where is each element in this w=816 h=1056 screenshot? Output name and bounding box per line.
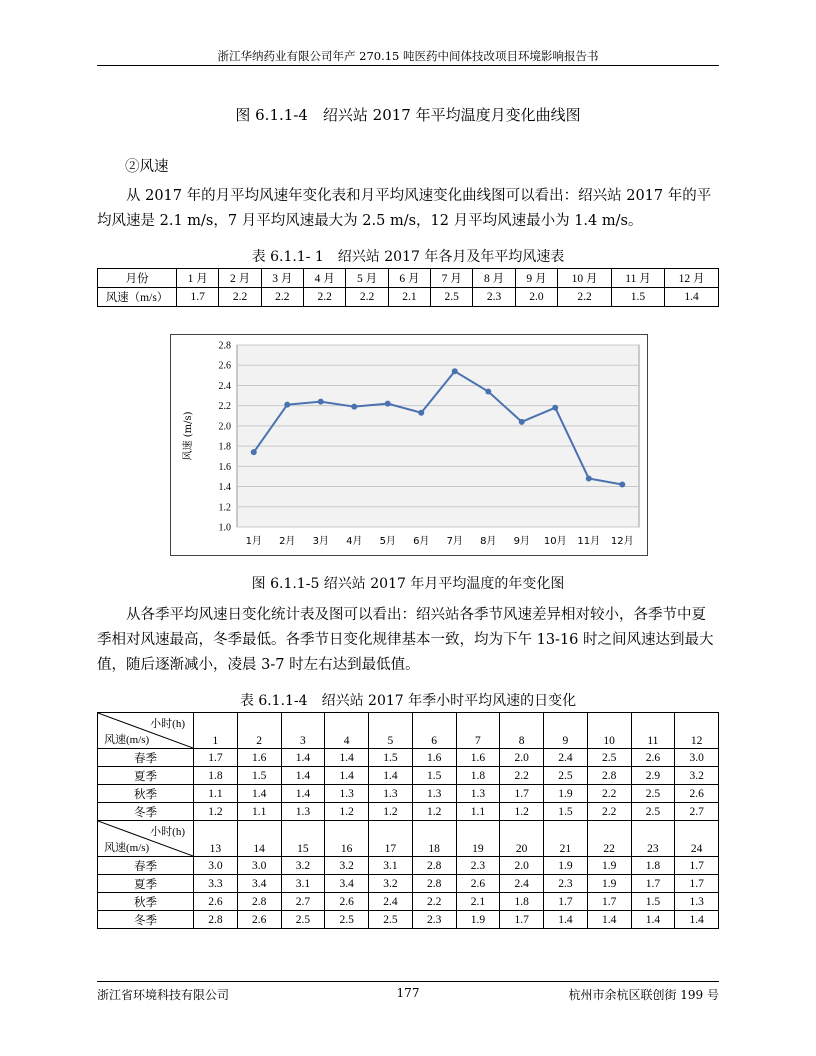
value-cell: 1.3	[369, 785, 413, 803]
seasonal-hourly-wind-table	[97, 712, 719, 929]
month-cell: 2 月	[219, 269, 261, 288]
data-point	[485, 389, 491, 395]
hour-cell: 8	[500, 713, 544, 749]
value-cell: 3.2	[325, 857, 369, 875]
season-cell: 冬季	[98, 803, 194, 821]
value-cell: 1.3	[675, 893, 719, 911]
value-cell: 2.3	[456, 857, 500, 875]
value-cell: 3.1	[369, 857, 413, 875]
table2-caption: 表 6.1.1-4 绍兴站 2017 年季小时平均风速的日变化	[239, 693, 577, 709]
data-point	[586, 475, 592, 481]
value-cell: 2.2	[261, 288, 303, 307]
table-row	[98, 911, 719, 929]
x-tick-label: 9月	[513, 536, 530, 547]
value-cell: 2.8	[412, 857, 456, 875]
value-cell: 3.4	[237, 875, 281, 893]
figure-caption-wind: 图 6.1.1-5 绍兴站 2017 年月平均温度的年变化图	[251, 576, 565, 592]
value-cell: 2.4	[500, 875, 544, 893]
value-cell: 1.5	[237, 767, 281, 785]
value-cell: 2.6	[631, 749, 675, 767]
value-cell: 1.9	[544, 857, 588, 875]
value-cell: 2.6	[456, 875, 500, 893]
hour-cell: 19	[456, 821, 500, 857]
x-tick-label: 3月	[312, 536, 329, 547]
value-cell: 1.4	[237, 785, 281, 803]
value-cell: 2.0	[500, 857, 544, 875]
value-cell: 1.4	[631, 911, 675, 929]
value-cell: 2.2	[587, 785, 631, 803]
hour-cell: 21	[544, 821, 588, 857]
corner-label-speed: 风速(m/s)	[104, 842, 150, 854]
value-cell: 2.6	[325, 893, 369, 911]
value-cell: 1.7	[500, 911, 544, 929]
value-cell: 1.7	[675, 875, 719, 893]
value-cell: 2.8	[587, 767, 631, 785]
table-row	[98, 857, 719, 875]
value-cell: 1.2	[325, 803, 369, 821]
value-cell: 2.5	[369, 911, 413, 929]
table-row-header: 风速（m/s）	[98, 288, 177, 307]
table-row	[98, 803, 719, 821]
page-number: 177	[396, 986, 420, 1000]
value-cell: 1.9	[544, 785, 588, 803]
hour-cell: 24	[675, 821, 719, 857]
value-cell: 2.8	[412, 875, 456, 893]
value-cell: 1.4	[281, 785, 325, 803]
y-tick-label: 2.6	[218, 360, 231, 372]
hour-cell: 13	[194, 821, 238, 857]
month-cell: 8 月	[473, 269, 515, 288]
value-cell: 1.7	[500, 785, 544, 803]
value-cell: 2.2	[219, 288, 261, 307]
value-cell: 1.5	[544, 803, 588, 821]
chart-canvas	[171, 335, 647, 555]
y-tick-label: 1.8	[218, 441, 231, 453]
value-cell: 3.0	[237, 857, 281, 875]
x-tick-label: 11月	[577, 536, 601, 547]
hour-cell: 23	[631, 821, 675, 857]
figure-caption-temperature: 图 6.1.1-4 绍兴站 2017 年平均温度月变化曲线图	[235, 106, 581, 124]
hour-cell: 22	[587, 821, 631, 857]
month-cell: 12 月	[665, 269, 719, 288]
hour-cell: 9	[544, 713, 588, 749]
season-cell: 秋季	[98, 785, 194, 803]
season-cell: 秋季	[98, 893, 194, 911]
wind-speed-chart	[170, 334, 648, 556]
month-cell: 11 月	[611, 269, 664, 288]
hour-cell: 18	[412, 821, 456, 857]
value-cell: 2.1	[456, 893, 500, 911]
value-cell: 3.2	[675, 767, 719, 785]
hour-cell: 16	[325, 821, 369, 857]
table-row	[98, 749, 719, 767]
value-cell: 2.6	[675, 785, 719, 803]
value-cell: 1.3	[325, 785, 369, 803]
value-cell: 2.5	[281, 911, 325, 929]
value-cell: 1.5	[369, 749, 413, 767]
x-tick-label: 2月	[279, 536, 296, 547]
header-divider	[97, 65, 719, 66]
y-tick-label: 2.4	[218, 380, 231, 392]
value-cell: 1.7	[194, 749, 238, 767]
season-cell: 春季	[98, 857, 194, 875]
value-cell: 2.2	[587, 803, 631, 821]
paragraph-annual-wind: 从 2017 年的月平均风速年变化表和月平均风速变化曲线图可以看出：绍兴站 2017 年的平均风速是 2.1 m/s，7 月平均风速最大为 2.5 m/s，12 月平均风速最小为 1.4 m/s。	[97, 188, 712, 229]
table1-caption: 表 6.1.1- 1 绍兴站 2017 年各月及年平均风速表	[251, 249, 565, 265]
value-cell: 1.5	[611, 288, 664, 307]
value-cell: 1.9	[587, 857, 631, 875]
value-cell: 1.3	[412, 785, 456, 803]
x-tick-label: 7月	[446, 536, 463, 547]
data-point	[385, 401, 391, 407]
value-cell: 1.3	[456, 785, 500, 803]
table-row	[98, 785, 719, 803]
y-tick-label: 1.2	[218, 502, 231, 514]
hour-cell: 12	[675, 713, 719, 749]
value-cell: 1.4	[665, 288, 719, 307]
value-cell: 1.6	[456, 749, 500, 767]
hour-cell: 4	[325, 713, 369, 749]
month-cell: 6 月	[388, 269, 430, 288]
data-point	[318, 399, 324, 405]
data-point	[619, 482, 625, 488]
footer-divider	[97, 981, 719, 982]
value-cell: 3.2	[369, 875, 413, 893]
value-cell: 1.8	[500, 893, 544, 911]
hour-cell: 1	[194, 713, 238, 749]
value-cell: 1.2	[194, 803, 238, 821]
hour-cell: 6	[412, 713, 456, 749]
value-cell: 1.4	[325, 749, 369, 767]
hour-cell: 3	[281, 713, 325, 749]
hour-cell: 2	[237, 713, 281, 749]
y-axis-label: 风速 (m/s)	[183, 411, 194, 461]
data-point	[552, 405, 558, 411]
hour-cell: 14	[237, 821, 281, 857]
page-header: 浙江华纳药业有限公司年产 270.15 吨医药中间体技改项目环境影响报告书	[217, 49, 599, 63]
hour-cell: 20	[500, 821, 544, 857]
value-cell: 2.7	[281, 893, 325, 911]
value-cell: 2.0	[500, 749, 544, 767]
table-row	[98, 821, 719, 857]
table-corner-header	[98, 821, 194, 857]
value-cell: 2.5	[631, 785, 675, 803]
value-cell: 2.7	[675, 803, 719, 821]
value-cell: 1.1	[194, 785, 238, 803]
hour-cell: 7	[456, 713, 500, 749]
value-cell: 2.6	[194, 893, 238, 911]
hour-cell: 17	[369, 821, 413, 857]
value-cell: 2.2	[500, 767, 544, 785]
value-cell: 1.8	[456, 767, 500, 785]
data-point	[284, 402, 290, 408]
value-cell: 1.9	[587, 875, 631, 893]
x-tick-label: 10月	[543, 536, 567, 547]
x-tick-label: 12月	[610, 536, 634, 547]
value-cell: 2.4	[544, 749, 588, 767]
value-cell: 1.8	[631, 857, 675, 875]
x-tick-label: 8月	[480, 536, 497, 547]
value-cell: 1.4	[675, 911, 719, 929]
value-cell: 2.2	[304, 288, 346, 307]
month-cell: 10 月	[558, 269, 612, 288]
x-tick-label: 6月	[413, 536, 430, 547]
footer-address: 杭州市余杭区联创街 199 号	[568, 988, 719, 1002]
value-cell: 2.4	[369, 893, 413, 911]
value-cell: 1.4	[281, 767, 325, 785]
value-cell: 2.8	[194, 911, 238, 929]
value-cell: 1.7	[631, 875, 675, 893]
value-cell: 3.0	[675, 749, 719, 767]
plot-area	[237, 345, 639, 527]
value-cell: 2.0	[515, 288, 557, 307]
season-cell: 夏季	[98, 767, 194, 785]
value-cell: 1.1	[456, 803, 500, 821]
y-tick-label: 2.8	[218, 340, 231, 352]
value-cell: 1.1	[237, 803, 281, 821]
month-cell: 4 月	[304, 269, 346, 288]
x-tick-label: 4月	[346, 536, 363, 547]
value-cell: 2.5	[431, 288, 473, 307]
table-row	[98, 269, 719, 288]
value-cell: 1.4	[369, 767, 413, 785]
value-cell: 2.3	[544, 875, 588, 893]
value-cell: 1.7	[177, 288, 219, 307]
y-tick-label: 1.6	[218, 461, 231, 473]
month-cell: 9 月	[515, 269, 557, 288]
subheading-wind-speed: ②风速	[125, 159, 169, 175]
value-cell: 2.5	[631, 803, 675, 821]
hour-cell: 5	[369, 713, 413, 749]
value-cell: 2.9	[631, 767, 675, 785]
data-point	[251, 449, 257, 455]
value-cell: 1.2	[500, 803, 544, 821]
y-tick-label: 1.4	[218, 482, 231, 494]
value-cell: 1.8	[194, 767, 238, 785]
value-cell: 3.1	[281, 875, 325, 893]
y-tick-label: 1.0	[218, 522, 231, 534]
value-cell: 2.1	[388, 288, 430, 307]
value-cell: 1.9	[456, 911, 500, 929]
table-row	[98, 288, 719, 307]
value-cell: 1.4	[544, 911, 588, 929]
y-tick-label: 2.2	[218, 401, 231, 413]
hour-cell: 10	[587, 713, 631, 749]
y-tick-label: 2.0	[218, 421, 231, 433]
table-corner-header	[98, 713, 194, 749]
data-point	[519, 419, 525, 425]
value-cell: 3.3	[194, 875, 238, 893]
value-cell: 3.0	[194, 857, 238, 875]
value-cell: 1.7	[587, 893, 631, 911]
table-row-header: 月份	[98, 269, 177, 288]
x-tick-label: 1月	[245, 536, 262, 547]
table-row	[98, 767, 719, 785]
value-cell: 1.2	[369, 803, 413, 821]
season-cell: 冬季	[98, 911, 194, 929]
value-cell: 1.4	[281, 749, 325, 767]
corner-label-speed: 风速(m/s)	[104, 734, 150, 746]
data-point	[418, 410, 424, 416]
footer-company: 浙江省环境科技有限公司	[97, 988, 230, 1002]
value-cell: 2.2	[558, 288, 612, 307]
value-cell: 2.5	[544, 767, 588, 785]
month-cell: 3 月	[261, 269, 303, 288]
value-cell: 2.8	[237, 893, 281, 911]
value-cell: 2.2	[412, 893, 456, 911]
table-row	[98, 893, 719, 911]
value-cell: 1.6	[237, 749, 281, 767]
monthly-wind-table	[97, 268, 719, 307]
value-cell: 1.4	[325, 767, 369, 785]
month-cell: 5 月	[346, 269, 388, 288]
value-cell: 1.6	[412, 749, 456, 767]
value-cell: 2.5	[587, 749, 631, 767]
data-point	[351, 404, 357, 410]
season-cell: 夏季	[98, 875, 194, 893]
hour-cell: 11	[631, 713, 675, 749]
value-cell: 2.3	[412, 911, 456, 929]
table-row	[98, 875, 719, 893]
data-point	[452, 368, 458, 374]
value-cell: 3.4	[325, 875, 369, 893]
value-cell: 3.2	[281, 857, 325, 875]
value-cell: 1.4	[587, 911, 631, 929]
value-cell: 1.3	[281, 803, 325, 821]
value-cell: 2.2	[346, 288, 388, 307]
value-cell: 1.5	[412, 767, 456, 785]
value-cell: 1.5	[631, 893, 675, 911]
month-cell: 7 月	[431, 269, 473, 288]
season-cell: 春季	[98, 749, 194, 767]
value-cell: 2.5	[325, 911, 369, 929]
x-tick-label: 5月	[379, 536, 396, 547]
table-row	[98, 713, 719, 749]
value-cell: 1.7	[544, 893, 588, 911]
value-cell: 2.6	[237, 911, 281, 929]
value-cell: 1.7	[675, 857, 719, 875]
value-cell: 1.2	[412, 803, 456, 821]
corner-label-hour: 小时(h)	[150, 826, 185, 838]
hour-cell: 15	[281, 821, 325, 857]
corner-label-hour: 小时(h)	[150, 718, 185, 730]
value-cell: 2.3	[473, 288, 515, 307]
paragraph-seasonal-wind: 从各季平均风速日变化统计表及图可以看出：绍兴站各季节风速差异相对较小，各季节中夏季相对风速最高，冬季最低。各季节日变化规律基本一致，均为下午 13-16 时之间风速达到最大值，随后逐渐减小，凌晨 3-7 时左右达到最低值。	[97, 607, 714, 673]
month-cell: 1 月	[177, 269, 219, 288]
